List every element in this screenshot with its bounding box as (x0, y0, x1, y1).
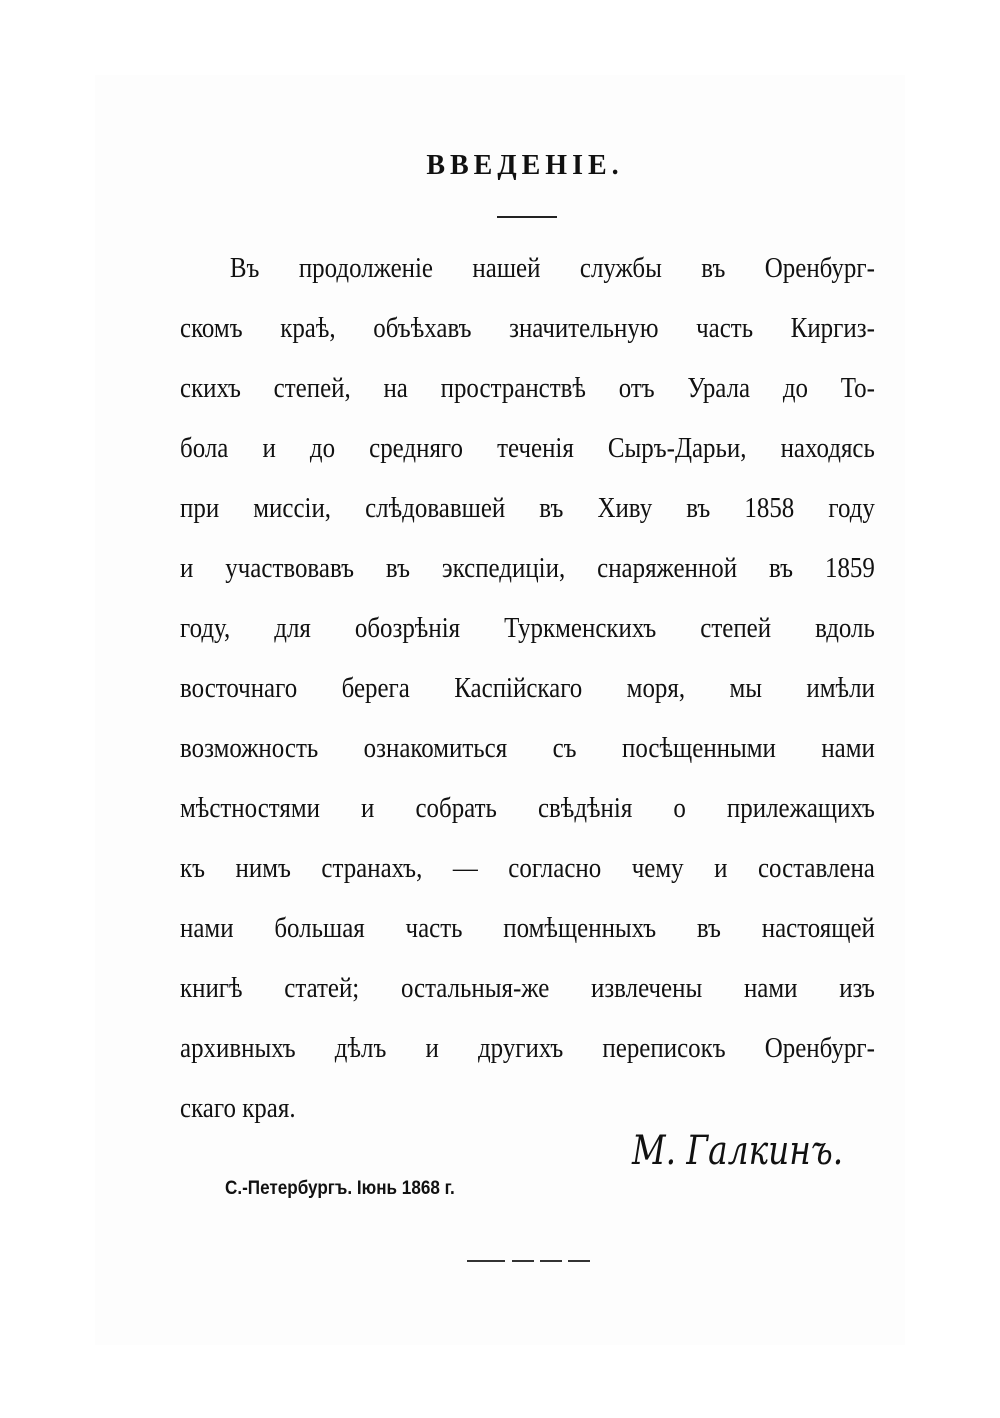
page-title: ВВЕДЕНІЕ. (426, 150, 624, 181)
text-line: Въ продолженіе нашей службы въ Оренбург- (229, 252, 875, 284)
text-line: мѣстностями и собрать свѣдѣнія о прилежащихъ (180, 792, 875, 824)
end-ornament (540, 1260, 562, 1262)
text-line: возможность ознакомиться съ посѣщенными нами (180, 732, 875, 764)
text-line: нами большая часть помѣщенныхъ въ настоящей (180, 912, 875, 944)
text-line: восточнаго берега Каспійскаго моря, мы имѣли (180, 672, 875, 704)
text-line: къ нимъ странахъ, — согласно чему и составлена (180, 852, 875, 884)
text-line: скомъ краѣ, объѣхавъ значительную часть Киргиз- (180, 312, 875, 344)
text-line: году, для обозрѣнія Туркменскихъ степей вдоль (180, 612, 875, 644)
text-line: и участвовавъ въ экспедиціи, снаряженной въ 1859 (180, 552, 875, 584)
end-ornament (467, 1260, 505, 1262)
text-line: скаго края. (180, 1092, 296, 1124)
end-ornament (512, 1260, 534, 1262)
text-line: книгѣ статей; остальныя-же извлечены нами изъ (180, 972, 875, 1004)
title-rule (497, 216, 557, 218)
text-line: скихъ степей, на пространствѣ отъ Урала до То- (180, 372, 875, 404)
text-line: архивныхъ дѣлъ и другихъ переписокъ Оренбург- (180, 1032, 875, 1064)
place-date: С.-Петербургъ. Іюнь 1868 г. (225, 1178, 455, 1199)
introduction-paragraph (180, 244, 875, 1144)
end-ornament (568, 1260, 590, 1262)
text-line: при миссіи, слѣдовавшей въ Хиву въ 1858 году (180, 492, 875, 524)
author-signature: М. Галкинъ. (632, 1128, 844, 1174)
text-line: бола и до средняго теченія Сыръ-Дарьи, находясь (180, 432, 875, 464)
